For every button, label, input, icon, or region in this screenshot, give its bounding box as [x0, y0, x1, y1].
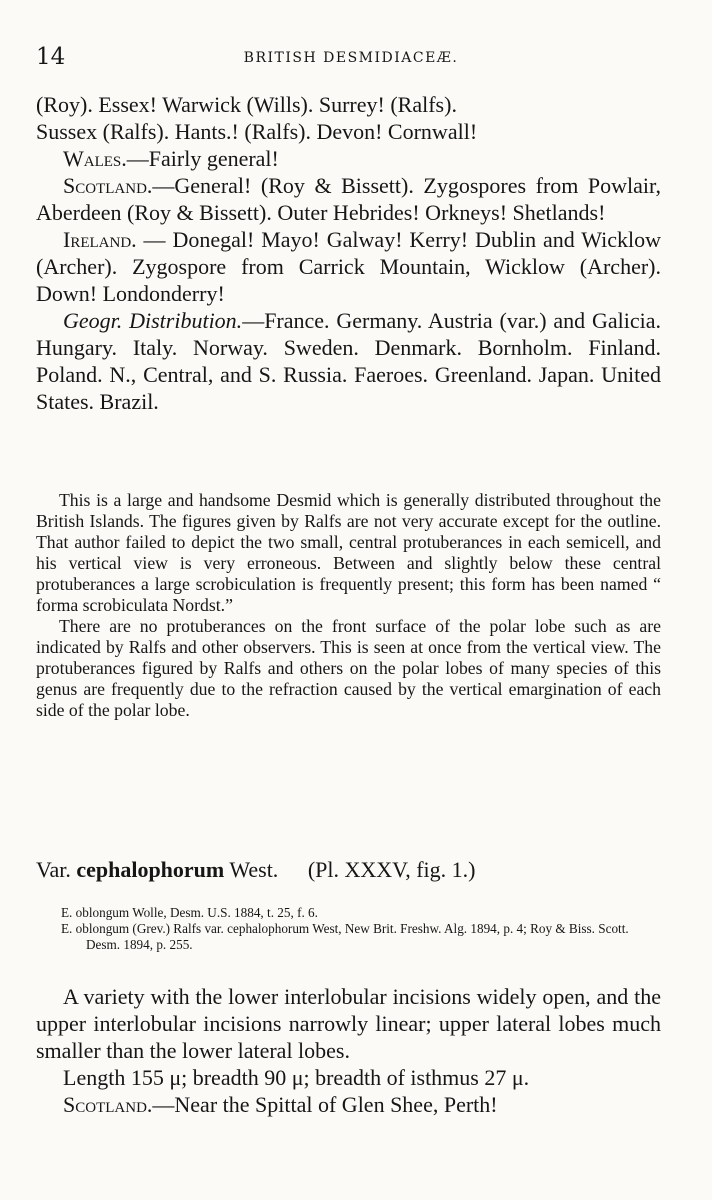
geogr-label: Geogr. Distribution. [63, 308, 243, 333]
variety-scotland-paragraph [36, 1091, 661, 1118]
england-line-2: Sussex (Ralfs). Hants.! (Ralfs). Devon! Cornwall! [36, 119, 478, 144]
notes-paragraph-2: There are no protuberances on the front surface of the polar lobe such as are indicated by Ralfs and other observers. This is seen at once from the vertical view. The protuberances figured by Ralfs and others on the polar lobes of many species of this genus are frequently due to the refraction caused by the vertical emargination of each side of the polar lobe. [36, 616, 661, 720]
wales-text: —Fairly general! [126, 146, 279, 171]
page-number: 14 [36, 44, 66, 70]
variety-description: A variety with the lower interlobular incisions widely open, and the upper interlobular incisions narrowly linear; upper lateral lobes much smaller than the lower lateral lobes. [36, 984, 661, 1063]
variety-measurements: Length 155 μ; breadth 90 μ; breadth of isthmus 27 μ. [63, 1065, 530, 1090]
geogr-text: —France. Germany. Austria (var.) and Galicia. Hungary. Italy. Norway. Sweden. Denmark. Bornholm. Finland. Poland. N., Central, and S. Russia. Faeroes. Greenland. Japan. United States. Brazil. [36, 308, 661, 414]
synonymy-section [36, 905, 661, 953]
page-header [36, 44, 666, 74]
ireland-paragraph [36, 226, 661, 307]
notes-paragraph-1: This is a large and handsome Desmid which is generally distributed throughout the British Islands. The figures given by Ralfs are not very accurate except for the outline. That author failed to depict the two small, central protuberances in each semicell, and his vertical view is very erroneous. Between and slightly below these central protuberances a large scrobiculation is frequently present; this form has been named “ forma scrobiculata Nordst.” [36, 490, 661, 615]
wales-label: Wales. [63, 146, 127, 171]
variety-plate-reference: (Pl. XXXV, fig. 1.) [307, 857, 476, 882]
variety-prefix: Var. [36, 857, 71, 882]
england-line-1: (Roy). Essex! Warwick (Wills). Surrey! (Ralfs). [36, 92, 457, 117]
geographic-distribution-paragraph [36, 307, 661, 415]
variety-name: cephalophorum [76, 857, 225, 882]
distribution-section [36, 91, 661, 415]
synonym-2: E. oblongum (Grev.) Ralfs var. cephalophorum West, New Brit. Freshw. Alg. 1894, p. 4; Roy & Biss. Scott. Desm. 1894, p. 255. [61, 921, 629, 952]
variety-heading [36, 856, 661, 884]
variety-description-section [36, 983, 661, 1118]
variety-scotland-label: Scotland. [63, 1092, 153, 1117]
notes-section [36, 490, 661, 721]
wales-paragraph [36, 145, 661, 172]
variety-author: West. [229, 857, 279, 882]
variety-scotland-text: —Near the Spittal of Glen Shee, Perth! [152, 1092, 498, 1117]
ireland-text: — Donegal! Mayo! Galway! Kerry! Dublin and Wicklow (Archer). Zygospore from Carrick Mountain, Wicklow (Archer). Down! Londonderry! [36, 227, 661, 306]
synonym-1: E. oblongum Wolle, Desm. U.S. 1884, t. 25, f. 6. [61, 905, 318, 920]
scotland-label: Scotland. [63, 173, 153, 198]
ireland-label: Ireland. [63, 227, 137, 252]
scotland-text: —General! (Roy & Bissett). Zygospores from Powlair, Aberdeen (Roy & Bissett). Outer Hebrides! Orkneys! Shetlands! [36, 173, 661, 225]
scotland-paragraph [36, 172, 661, 226]
running-title: BRITISH DESMIDIACEÆ. [243, 50, 459, 66]
